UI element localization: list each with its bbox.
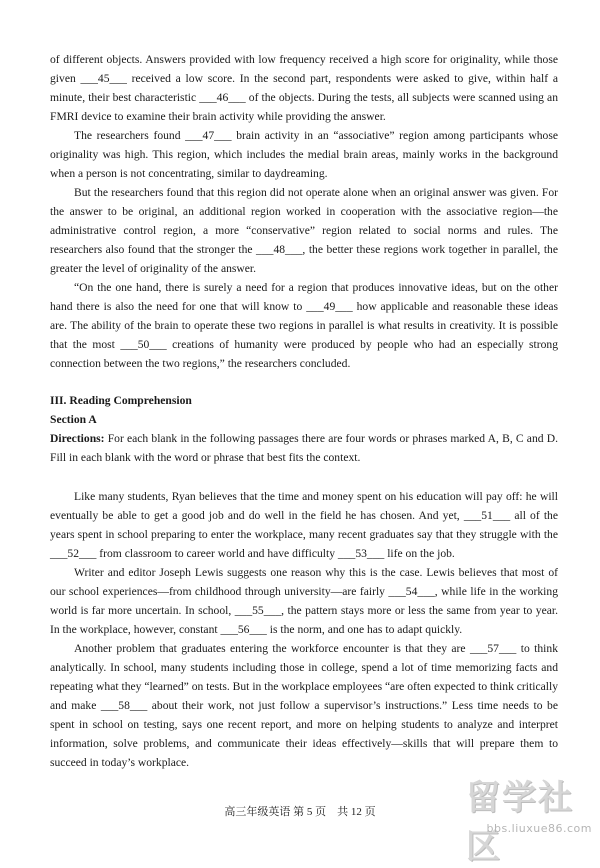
watermark	[466, 770, 596, 867]
passage-paragraph-3: Another problem that graduates entering the workforce encounter is that they are ___57___ to think analytically. In school, many students including those in college, spend a lot of time memorizing facts and repeating what they “learned” on tests. But in the workplace employees “are often expected to think critically and make ___58___ about their work, not just follow a supervisor’s instructions.” Less time needs to be spent in school on testing, says one recent report, and more on helping students to analyze and interpret information, solve problems, and communicate their ideas effectively—skills that will prepare them to succeed in today’s workplace.	[50, 642, 558, 769]
intro-paragraph-2: The researchers found ___47___ brain activity in an “associative” region among participants whose originality was high. This region, which includes the medial brain areas, mainly works in the background when a person is not concentrating, similar to daydreaming.	[50, 129, 558, 180]
passage-paragraph-1: Like many students, Ryan believes that the time and money spent on his education will pay off: he will eventually be able to get a good job and do well in the field he has chosen. And yet, ___51___ all of the years spent in school preparing to enter the workplace, many recent graduates say that they struggle with the ___52___ from classroom to career world and have difficulty ___53___ life on the job.	[50, 490, 558, 560]
passage-paragraph-2: Writer and editor Joseph Lewis suggests one reason why this is the case. Lewis believes that most of our school experiences—from childhood through university—are fairly ___54___, while life in the working world is far more uncertain. In school, ___55___, the pattern stays more or less the same from year to year. In the workplace, however, constant ___56___ is the norm, and one has to adapt quickly.	[50, 566, 558, 636]
directions	[50, 429, 558, 467]
directions-label: Directions:	[50, 432, 105, 445]
intro-paragraph-4: “On the one hand, there is surely a need for a region that produces innovative ideas, but on the other hand there is also the need for one that will know to ___49___ how applicable and reasonable these ideas are. The ability of the brain to operate these two regions in parallel is what results in creativity. It is possible that the most ___50___ creations of humanity were produced by people who had an especially strong connection between the two regions,” the researchers concluded.	[50, 281, 558, 370]
intro-paragraph-3: But the researchers found that this region did not operate alone when an original answer was given. For the answer to be original, an additional region worked in cooperation with the associative region—the administrative control region, a more “conservative” region related to social norms and rules. The researchers also found that the stronger the ___48___, the better these regions work together in parallel, the greater the level of originality of the answer.	[50, 186, 558, 275]
watermark-url: bbs.liuxue86.com	[486, 822, 592, 835]
page-footer: 高三年级英语 第 5 页 共 12 页	[224, 806, 376, 818]
watermark-logo: 留学社区	[466, 778, 574, 867]
page-content	[50, 50, 558, 772]
directions-text: For each blank in the following passages there are four words or phrases marked A, B, C and D. Fill in each blank with the word or phrase that best fits the context.	[50, 432, 558, 464]
section-subheading: Section A	[50, 413, 97, 426]
section-heading: III. Reading Comprehension	[50, 394, 192, 407]
intro-paragraph-1: of different objects. Answers provided with low frequency received a high score for originality, while those given ___45___ received a low score. In the second part, respondents were asked to give, within half a minute, their best characteristic ___46___ of the objects. During the tests, all subjects were scanned using an FMRI device to examine their brain activity while providing the answer.	[50, 53, 558, 123]
